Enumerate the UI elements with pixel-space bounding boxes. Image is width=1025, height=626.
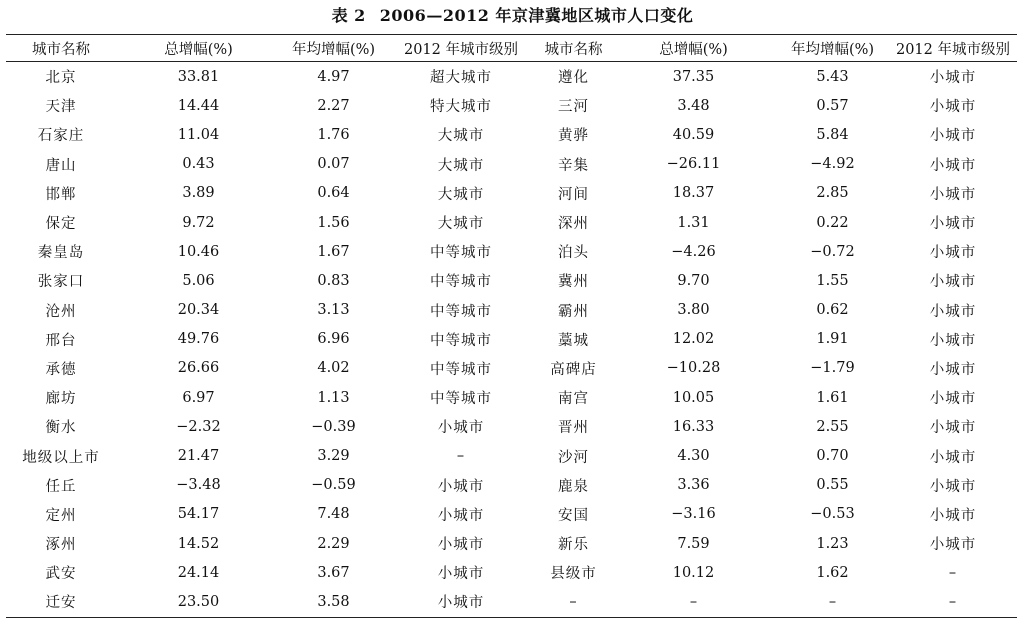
annual-growth-cell: 1.76 — [317, 126, 350, 143]
annual-growth-cell: 4.97 — [317, 68, 350, 85]
total-growth-cell: 10.12 — [672, 564, 715, 581]
annual-growth-cell: 1.67 — [317, 243, 350, 260]
city-name-cell: 邢台 — [45, 332, 77, 349]
table-row — [6, 266, 1017, 295]
annual-growth-cell: 3.13 — [317, 302, 350, 319]
city-name-cell: 天津 — [45, 99, 77, 116]
city-level-cell: 小城市 — [437, 566, 485, 583]
city-name-cell: 保定 — [45, 216, 77, 233]
total-growth-cell: 37.35 — [672, 68, 715, 85]
city-name-cell: 河间 — [558, 186, 589, 203]
city-level-cell: 小城市 — [929, 449, 977, 466]
city-level-cell: 小城市 — [929, 391, 977, 408]
total-growth-cell: 3.80 — [677, 302, 710, 319]
table-row — [6, 383, 1017, 412]
city-level-cell: 小城市 — [929, 99, 977, 116]
annual-growth-cell: 1.91 — [816, 331, 849, 348]
city-level-cell: 大城市 — [437, 186, 485, 203]
city-level-cell: 小城市 — [929, 361, 977, 378]
table-row — [6, 120, 1017, 149]
city-level-cell: 中等城市 — [430, 332, 492, 349]
annual-growth-cell: 4.02 — [317, 360, 350, 377]
city-name-cell: 石家庄 — [37, 128, 85, 145]
city-name-cell: 涿州 — [45, 537, 77, 554]
total-growth-cell: −4.26 — [671, 243, 716, 260]
city-name-cell: – — [569, 593, 578, 610]
annual-growth-cell: 6.96 — [317, 331, 350, 348]
annual-growth-cell: 1.56 — [317, 214, 350, 231]
city-level-cell: 小城市 — [437, 478, 485, 495]
city-level-cell: 小城市 — [929, 157, 977, 174]
city-name-cell: 沙河 — [558, 449, 589, 466]
city-name-cell: 晋州 — [558, 420, 589, 437]
column-header: 总增幅(%) — [659, 41, 728, 58]
column-header: 城市名称 — [32, 41, 90, 58]
city-name-cell: 迁安 — [45, 595, 77, 612]
city-name-cell: 深州 — [558, 216, 589, 233]
annual-growth-cell: 0.57 — [816, 97, 849, 114]
table-title: 2006—2012 年京津冀地区城市人口变化 — [379, 6, 694, 25]
total-growth-cell: 5.06 — [182, 272, 215, 289]
annual-growth-cell: 0.22 — [816, 214, 849, 231]
city-name-cell: 定州 — [45, 507, 77, 524]
column-header: 总增幅(%) — [164, 41, 233, 58]
city-name-cell: 霸州 — [558, 303, 589, 320]
city-name-cell: 安国 — [558, 507, 589, 524]
total-growth-cell: 3.48 — [677, 97, 710, 114]
city-name-cell: 衡水 — [45, 420, 77, 437]
city-name-cell: 地级以上市 — [22, 449, 100, 466]
total-growth-cell: 26.66 — [177, 360, 220, 377]
population-change-table — [6, 34, 1017, 618]
table-row — [6, 529, 1017, 558]
city-level-cell: 中等城市 — [430, 303, 492, 320]
column-header: 年均增幅(%) — [291, 41, 376, 58]
table-body — [6, 62, 1017, 618]
table-row — [6, 500, 1017, 529]
column-header: 2012 年城市级别 — [403, 41, 518, 58]
table-row — [6, 412, 1017, 441]
city-name-cell: 北京 — [45, 70, 77, 87]
city-level-cell: 小城市 — [929, 478, 977, 495]
annual-growth-cell: −4.92 — [810, 156, 855, 173]
annual-growth-cell: – — [828, 593, 837, 610]
city-name-cell: 邯郸 — [45, 186, 77, 203]
column-header: 2012 年城市级别 — [895, 41, 1010, 58]
city-name-cell: 廊坊 — [45, 391, 77, 408]
city-level-cell: 中等城市 — [430, 274, 492, 291]
annual-growth-cell: 1.62 — [816, 564, 849, 581]
column-header: 城市名称 — [544, 41, 603, 58]
total-growth-cell: 9.70 — [677, 272, 710, 289]
header-row — [6, 35, 1017, 62]
total-growth-cell: 9.72 — [182, 214, 215, 231]
total-growth-cell: 24.14 — [177, 564, 220, 581]
total-growth-cell: −3.16 — [671, 506, 716, 523]
city-level-cell: 小城市 — [437, 537, 485, 554]
table-caption — [0, 3, 1025, 26]
city-name-cell: 沧州 — [45, 303, 77, 320]
table-row — [6, 179, 1017, 208]
city-level-cell: – — [456, 448, 466, 465]
table-row — [6, 150, 1017, 179]
table-row — [6, 587, 1017, 617]
total-growth-cell: – — [689, 593, 698, 610]
annual-growth-cell: 0.55 — [816, 477, 849, 494]
table-row — [6, 441, 1017, 470]
total-growth-cell: −2.32 — [176, 418, 221, 435]
city-level-cell: 中等城市 — [430, 391, 492, 408]
total-growth-cell: 7.59 — [677, 535, 710, 552]
total-growth-cell: 33.81 — [177, 68, 220, 85]
annual-growth-cell: 2.85 — [816, 185, 849, 202]
total-growth-cell: 6.97 — [182, 389, 215, 406]
city-name-cell: 泊头 — [558, 245, 589, 262]
total-growth-cell: −3.48 — [176, 477, 221, 494]
city-level-cell: 小城市 — [929, 507, 977, 524]
annual-growth-cell: 0.62 — [816, 302, 849, 319]
annual-growth-cell: 1.61 — [816, 389, 849, 406]
table-row — [6, 558, 1017, 587]
city-level-cell: 特大城市 — [430, 99, 492, 116]
city-name-cell: 南宫 — [558, 391, 589, 408]
total-growth-cell: 18.37 — [672, 185, 715, 202]
total-growth-cell: 3.36 — [677, 477, 710, 494]
annual-growth-cell: 3.29 — [317, 448, 350, 465]
annual-growth-cell: 0.07 — [317, 156, 350, 173]
annual-growth-cell: 1.23 — [816, 535, 849, 552]
annual-growth-cell: 1.55 — [816, 272, 849, 289]
total-growth-cell: 1.31 — [677, 214, 710, 231]
annual-growth-cell: 0.70 — [816, 448, 849, 465]
city-name-cell: 武安 — [45, 566, 77, 583]
city-name-cell: 辛集 — [558, 157, 589, 174]
column-header: 年均增幅(%) — [790, 41, 875, 58]
city-level-cell: 小城市 — [929, 216, 977, 233]
city-level-cell: 小城市 — [929, 186, 977, 203]
total-growth-cell: 14.52 — [177, 535, 220, 552]
city-level-cell: 小城市 — [929, 128, 977, 145]
annual-growth-cell: −1.79 — [810, 360, 855, 377]
table-row — [6, 471, 1017, 500]
annual-growth-cell: 3.67 — [317, 564, 350, 581]
city-level-cell: 小城市 — [929, 537, 977, 554]
city-name-cell: 鹿泉 — [558, 478, 589, 495]
table-row — [6, 325, 1017, 354]
annual-growth-cell: 0.64 — [317, 185, 350, 202]
total-growth-cell: 54.17 — [177, 506, 220, 523]
total-growth-cell: 0.43 — [182, 156, 215, 173]
total-growth-cell: 20.34 — [177, 302, 220, 319]
total-growth-cell: −10.28 — [666, 360, 721, 377]
city-level-cell: 小城市 — [929, 245, 977, 262]
annual-growth-cell: 5.43 — [816, 68, 849, 85]
annual-growth-cell: 5.84 — [816, 126, 849, 143]
city-name-cell: 藁城 — [558, 332, 589, 349]
city-name-cell: 三河 — [558, 99, 589, 116]
total-growth-cell: 11.04 — [177, 126, 220, 143]
city-name-cell: 冀州 — [558, 274, 589, 291]
table-row — [6, 237, 1017, 266]
city-level-cell: 大城市 — [437, 128, 485, 145]
city-level-cell: 中等城市 — [430, 361, 492, 378]
total-growth-cell: −26.11 — [666, 156, 721, 173]
city-level-cell: 小城市 — [437, 420, 485, 437]
city-level-cell: 小城市 — [929, 332, 977, 349]
annual-growth-cell: −0.59 — [311, 477, 356, 494]
city-name-cell: 承德 — [45, 361, 77, 378]
annual-growth-cell: 0.83 — [317, 272, 350, 289]
city-name-cell: 新乐 — [558, 537, 589, 554]
city-level-cell: 大城市 — [437, 216, 485, 233]
annual-growth-cell: −0.39 — [311, 418, 356, 435]
table-row — [6, 91, 1017, 120]
city-level-cell: 大城市 — [437, 157, 485, 174]
city-name-cell: 任丘 — [45, 478, 77, 495]
total-growth-cell: 21.47 — [177, 448, 220, 465]
total-growth-cell: 40.59 — [672, 126, 715, 143]
annual-growth-cell: 1.13 — [317, 389, 350, 406]
total-growth-cell: 23.50 — [177, 593, 220, 610]
annual-growth-cell: 2.27 — [317, 97, 350, 114]
table-row — [6, 354, 1017, 383]
table-row — [6, 208, 1017, 237]
total-growth-cell: 4.30 — [677, 448, 710, 465]
annual-growth-cell: −0.72 — [810, 243, 855, 260]
annual-growth-cell: 2.29 — [317, 535, 350, 552]
total-growth-cell: 12.02 — [672, 331, 715, 348]
city-level-cell: 中等城市 — [430, 245, 492, 262]
city-name-cell: 遵化 — [558, 70, 589, 87]
city-name-cell: 县级市 — [550, 566, 597, 583]
city-level-cell: 小城市 — [437, 595, 485, 612]
city-name-cell: 高碑店 — [550, 361, 597, 378]
annual-growth-cell: 2.55 — [816, 418, 849, 435]
city-level-cell: 小城市 — [929, 70, 977, 87]
city-level-cell: 小城市 — [437, 507, 485, 524]
table-row — [6, 296, 1017, 325]
total-growth-cell: 10.05 — [672, 389, 715, 406]
city-level-cell: 小城市 — [929, 420, 977, 437]
total-growth-cell: 49.76 — [177, 331, 220, 348]
table-label: 表 2 — [331, 6, 366, 25]
table-row — [6, 62, 1017, 92]
annual-growth-cell: 7.48 — [317, 506, 350, 523]
city-level-cell: 小城市 — [929, 303, 977, 320]
city-level-cell: – — [948, 593, 958, 610]
city-level-cell: – — [948, 564, 958, 581]
annual-growth-cell: −0.53 — [810, 506, 855, 523]
city-level-cell: 超大城市 — [430, 70, 492, 87]
annual-growth-cell: 3.58 — [317, 593, 350, 610]
city-name-cell: 张家口 — [37, 274, 85, 291]
city-name-cell: 唐山 — [45, 157, 77, 174]
total-growth-cell: 16.33 — [672, 418, 715, 435]
city-level-cell: 小城市 — [929, 274, 977, 291]
total-growth-cell: 3.89 — [182, 185, 215, 202]
city-name-cell: 秦皇岛 — [37, 245, 85, 262]
city-name-cell: 黄骅 — [558, 128, 589, 145]
total-growth-cell: 10.46 — [177, 243, 220, 260]
total-growth-cell: 14.44 — [177, 97, 220, 114]
